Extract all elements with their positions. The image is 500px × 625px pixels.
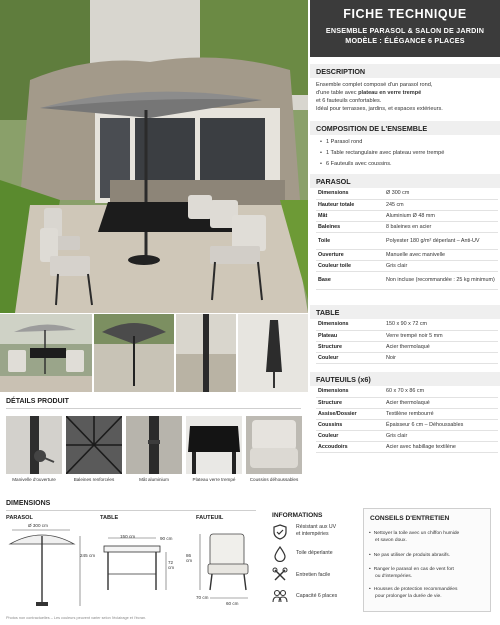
description-highlight: plateau en verre trempé: [358, 90, 422, 96]
spec-value: Manuelle avec manivelle: [384, 249, 498, 260]
table-row: [316, 260, 498, 271]
dimensions-title: DIMENSIONS: [6, 500, 51, 507]
table-row: [316, 188, 498, 199]
thumbnail-set-overview[interactable]: [0, 314, 92, 392]
care-item: [369, 587, 487, 600]
spec-value: Noir: [384, 352, 498, 363]
divider: [6, 510, 256, 511]
table-row: [316, 249, 498, 260]
table-row: [316, 271, 498, 289]
table-row: [316, 341, 498, 352]
table-row: [316, 397, 498, 408]
shield-icon: [272, 524, 288, 540]
thumbnail-parasol-closed[interactable]: [238, 314, 308, 392]
fauteuil-dimension-label: FAUTEUIL: [196, 515, 224, 521]
parasol-heading: PARASOL: [310, 174, 500, 188]
care-item: [369, 567, 487, 580]
parasol-height: 245 cm: [80, 553, 96, 558]
spec-value: Acier thermolaqué: [384, 397, 498, 408]
spec-value: 8 baleines en acier: [384, 221, 498, 232]
detail-caption: Coussins déhoussables: [249, 477, 299, 482]
water-drop-icon: [272, 546, 288, 562]
table-heading: TABLE: [310, 305, 500, 319]
info-text: et intempéries: [296, 531, 329, 537]
care-item: [369, 553, 487, 560]
table-row: [316, 330, 498, 341]
table-dimension-drawing: [100, 532, 192, 612]
table-dimension-label: TABLE: [100, 515, 119, 521]
table-height: 72 cm: [168, 560, 175, 570]
fauteuils-spec-table: [316, 386, 498, 453]
spec-key: Toile: [316, 232, 384, 249]
table-row: [316, 419, 498, 430]
care-text: Nettoyer la toile avec un chiffon humide: [373, 531, 460, 536]
gallery-thumbnails: [0, 314, 308, 392]
spec-key: Structure: [316, 397, 384, 408]
divider: [6, 408, 301, 409]
people-icon: [272, 588, 288, 604]
header-banner: [310, 0, 500, 57]
description-line: Idéal pour terrasses, jardins, et espaces extérieurs.: [316, 106, 443, 112]
table-row: [316, 221, 498, 232]
informations-title: INFORMATIONS: [272, 512, 323, 519]
thumbnail-parasol-open[interactable]: [94, 314, 174, 392]
description-text: [316, 81, 496, 113]
spec-value: Aluminium Ø 48 mm: [384, 210, 498, 221]
table-spec-table: [316, 319, 498, 364]
spec-key: Dimensions: [316, 188, 384, 199]
composition-item: • 1 Parasol rond: [320, 139, 362, 145]
detail-caption: Baleines renforcées: [73, 477, 115, 482]
info-text: Résistant aux UV: [296, 524, 337, 530]
info-easy-care: Entretien facile: [296, 572, 331, 578]
table-row: [316, 386, 498, 397]
spec-key: Dimensions: [316, 386, 384, 397]
tools-icon: [272, 567, 288, 583]
spec-value: Épaisseur 6 cm – Déhoussables: [384, 419, 498, 430]
description-line: [316, 89, 496, 97]
info-uv: [296, 524, 336, 538]
composition-item: • 6 Fauteuils avec coussins.: [320, 161, 392, 167]
detail-photo-mast: [126, 416, 182, 474]
detail-caption: Manivelle d'ouverture: [12, 477, 56, 482]
parasol-dimension-label: PARASOL: [6, 515, 33, 521]
table-row: [316, 352, 498, 363]
parasol-width: Ø 300 cm: [28, 523, 48, 528]
spec-key: Couleur: [316, 352, 384, 363]
table-length: 150 cm: [120, 534, 136, 539]
composition-item: • 1 Table rectangulaire avec plateau verre trempé: [320, 150, 444, 156]
spec-key: Couleur: [316, 430, 384, 441]
table-row: [316, 441, 498, 452]
spec-value: 150 x 90 x 72 cm: [384, 319, 498, 330]
detail-caption: Mât aluminium: [139, 477, 169, 482]
spec-key: Ouverture: [316, 249, 384, 260]
table-depth: 90 cm: [160, 536, 173, 541]
spec-key: Structure: [316, 341, 384, 352]
chair-height: 86 cm: [186, 553, 193, 563]
spec-value: Gris clair: [384, 260, 498, 271]
spec-value: Verre trempé noir 5 mm: [384, 330, 498, 341]
care-text: et savon doux.: [375, 537, 407, 543]
description-fragment: d'une table avec: [316, 90, 359, 96]
care-item: [369, 531, 487, 544]
description-heading: DESCRIPTION: [310, 64, 500, 78]
composition-heading: COMPOSITION DE L'ENSEMBLE: [310, 121, 500, 135]
chair-depth: 70 cm: [196, 595, 209, 600]
spec-value: 245 cm: [384, 199, 498, 210]
care-text: ou d'intempéries.: [375, 573, 413, 579]
spec-key: Dimensions: [316, 319, 384, 330]
subtitle-line-1: ENSEMBLE PARASOL & SALON DE JARDIN: [325, 26, 485, 35]
spec-value: 60 x 70 x 86 cm: [384, 386, 498, 397]
footer-disclaimer: Photos non contractuelles – Les couleurs peuvent varier selon l'éclairage et l'écran.: [6, 616, 147, 620]
care-text: pour prolonger la durée de vie.: [375, 593, 442, 599]
detail-photo-cushion: [246, 416, 302, 474]
care-text: Ne pas utiliser de produits abrasifs.: [373, 553, 451, 558]
spec-key: Base: [316, 271, 384, 289]
spec-key: Baleines: [316, 221, 384, 232]
product-subtitle: [310, 26, 500, 46]
spec-key: Mât: [316, 210, 384, 221]
care-text: Housses de protection recommandées: [373, 587, 458, 592]
fauteuils-heading: FAUTEUILS (x6): [310, 372, 500, 386]
spec-key: Hauteur totale: [316, 199, 384, 210]
spec-key: Assise/Dossier: [316, 408, 384, 419]
subtitle-line-2: MODÈLE : ÉLÉGANCE 6 PLACES: [345, 36, 465, 45]
spec-key: Plateau: [316, 330, 384, 341]
info-capacity: Capacité 6 places: [296, 593, 338, 599]
table-row: [316, 232, 498, 249]
detail-caption: Plateau verre trempé: [192, 477, 236, 482]
spec-value: Polyester 180 g/m² déperlant – Anti-UV: [384, 232, 498, 249]
table-row: [316, 430, 498, 441]
table-row: [316, 319, 498, 330]
table-row: [316, 408, 498, 419]
spec-value: Textilène rembourré: [384, 408, 498, 419]
detail-photo-glass: [186, 416, 242, 474]
spec-key: Accoudoirs: [316, 441, 384, 452]
chair-width: 60 cm: [226, 601, 239, 606]
parasol-dimension-drawing: [6, 522, 98, 612]
spec-value: Non incluse (recommandée : 25 kg minimum): [384, 271, 498, 289]
spec-value: Acier thermolaqué: [384, 341, 498, 352]
detail-photo-crank: [6, 416, 62, 474]
table-row: [316, 210, 498, 221]
thumbnail-mast[interactable]: [176, 314, 236, 392]
care-text: Ranger le parasol en cas de vent fort: [373, 567, 454, 572]
parasol-spec-table: [316, 188, 498, 290]
care-title: CONSEILS D'ENTRETIEN: [370, 515, 450, 522]
page-title: FICHE TECHNIQUE: [343, 7, 467, 21]
table-row: [316, 199, 498, 210]
spec-value: Acier avec habillage textilène: [384, 441, 498, 452]
spec-key: Coussins: [316, 419, 384, 430]
spec-value: Gris clair: [384, 430, 498, 441]
hero-photo: [0, 0, 308, 313]
detail-photo-ribs: [66, 416, 122, 474]
description-line: Ensemble complet composé d'un parasol rond,: [316, 82, 433, 88]
info-water-repellent: Toile déperlante: [296, 550, 333, 556]
spec-key: Couleur toile: [316, 260, 384, 271]
details-title: DÉTAILS PRODUIT: [6, 398, 69, 405]
description-line: et 6 fauteuils confortables.: [316, 98, 382, 104]
spec-value: Ø 300 cm: [384, 188, 498, 199]
